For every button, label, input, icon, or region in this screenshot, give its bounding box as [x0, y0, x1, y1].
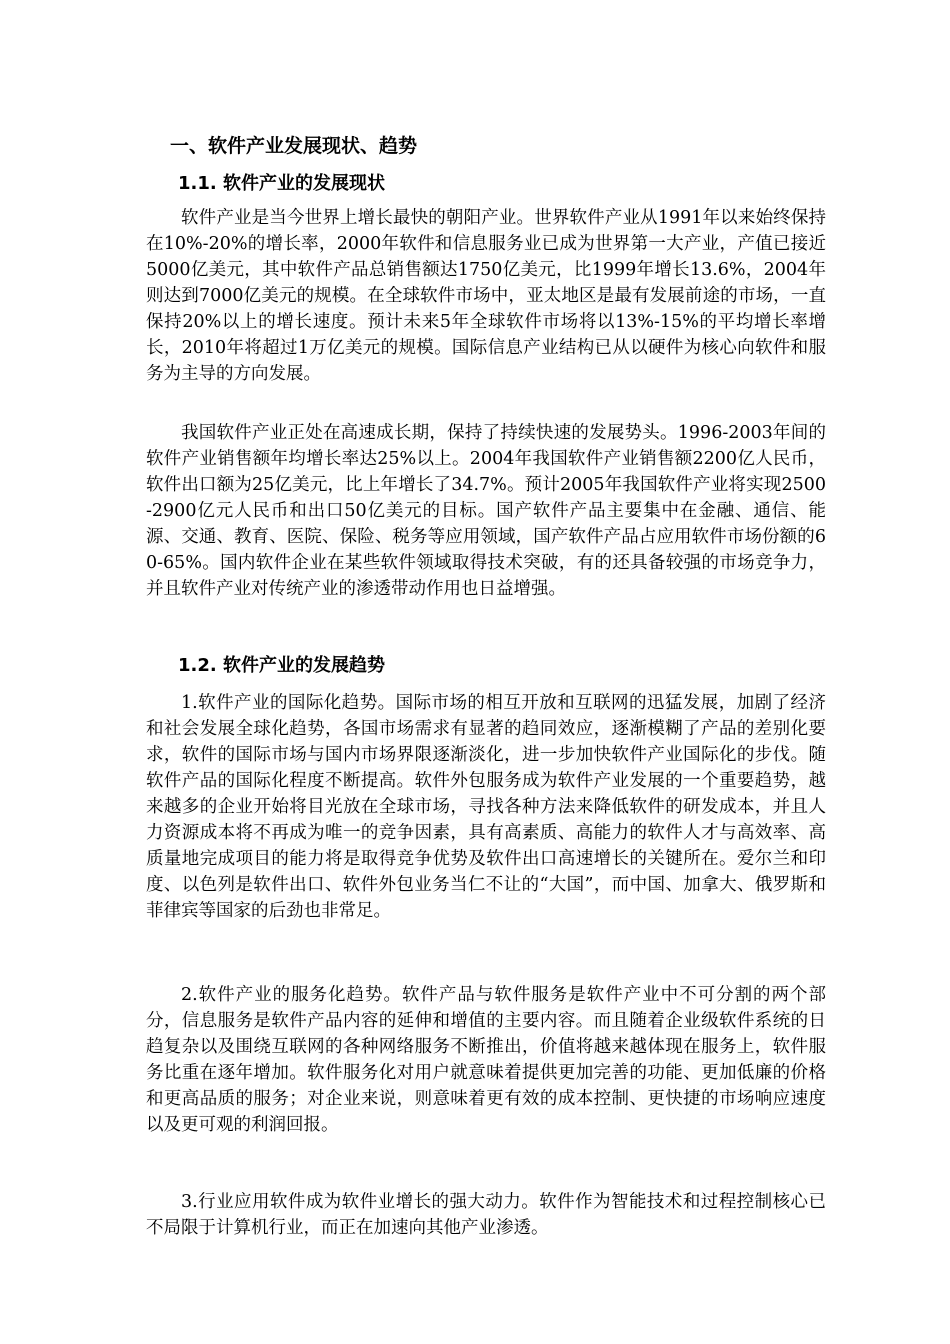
subsection-heading-1-2: 1.2. 软件产业的发展趋势: [178, 655, 385, 676]
section-heading: 一、软件产业发展现状、趋势: [170, 135, 418, 157]
paragraph-service-trend: 2.软件产业的服务化趋势。软件产品与软件服务是软件产业中不可分割的两个部分，信息服务是软件产品内容的延伸和增值的主要内容。而且随着企业级软件系统的日趋复杂以及围绕互联网的各种网络服务不断推出，价值将越来越体现在服务上，软件服务比重在逐年增加。软件服务化对用户就意味着提供更加完善的功能、更加低廉的价格和更高品质的服务；对企业来说，则意味着更有效的成本控制、更快捷的市场响应速度以及更可观的利润回报。: [146, 985, 826, 1135]
paragraph-internationalization-trend: 1.软件产业的国际化趋势。国际市场的相互开放和互联网的迅猛发展，加剧了经济和社会发展全球化趋势，各国市场需求有显著的趋同效应，逐渐模糊了产品的差别化要求，软件的国际市场与国内市场界限逐渐淡化，进一步加快软件产业国际化的步伐。随软件产品的国际化程度不断提高。软件外包服务成为软件产业发展的一个重要趋势，越来越多的企业开始将目光放在全球市场，寻找各种方法来降低软件的研发成本，并且人力资源成本将不再成为唯一的竞争因素，具有高素质、高能力的软件人才与高效率、高质量地完成项目的能力将是取得竞争优势及软件出口高速增长的关键所在。爱尔兰和印度、以色列是软件出口、软件外包业务当仁不让的“大国”，而中国、加拿大、俄罗斯和菲律宾等国家的后劲也非常足。: [146, 693, 826, 921]
paragraph-china-software-industry: 我国软件产业正处在高速成长期，保持了持续快速的发展势头。1996-2003年间的软件产业销售额年均增长率达25%以上。2004年我国软件产业销售额2200亿人民币，软件出口额为25亿美元，比上年增长了34.7%。预计2005年我国软件产业将实现2500-2900亿元人民币和出口50亿美元的目标。国产软件产品主要集中在金融、通信、能源、交通、教育、医院、保险、税务等应用领域，国产软件产品占应用软件市场份额的60-65%。国内软件企业在某些软件领域取得技术突破，有的还具备较强的市场竞争力，并且软件产业对传统产业的渗透带动作用也日益增强。: [146, 423, 826, 599]
subsection-heading-1-1: 1.1. 软件产业的发展现状: [178, 173, 385, 194]
paragraph-industry-application-software: 3.行业应用软件成为软件业增长的强大动力。软件作为智能技术和过程控制核心已不局限于计算机行业，而正在加速向其他产业渗透。: [146, 1192, 826, 1238]
paragraph-global-software-industry: 软件产业是当今世界上增长最快的朝阳产业。世界软件产业从1991年以来始终保持在10%-20%的增长率，2000年软件和信息服务业已成为世界第一大产业，产值已接近5000亿美元，其中软件产品总销售额达1750亿美元，比1999年增长13.6%，2004年则达到7000亿美元的规模。在全球软件市场中，亚太地区是最有发展前途的市场，一直保持20%以上的增长速度。预计未来5年全球软件市场将以13%-15%的平均增长率增长，2010年将超过1万亿美元的规模。国际信息产业结构已从以硬件为核心向软件和服务为主导的方向发展。: [146, 208, 826, 384]
